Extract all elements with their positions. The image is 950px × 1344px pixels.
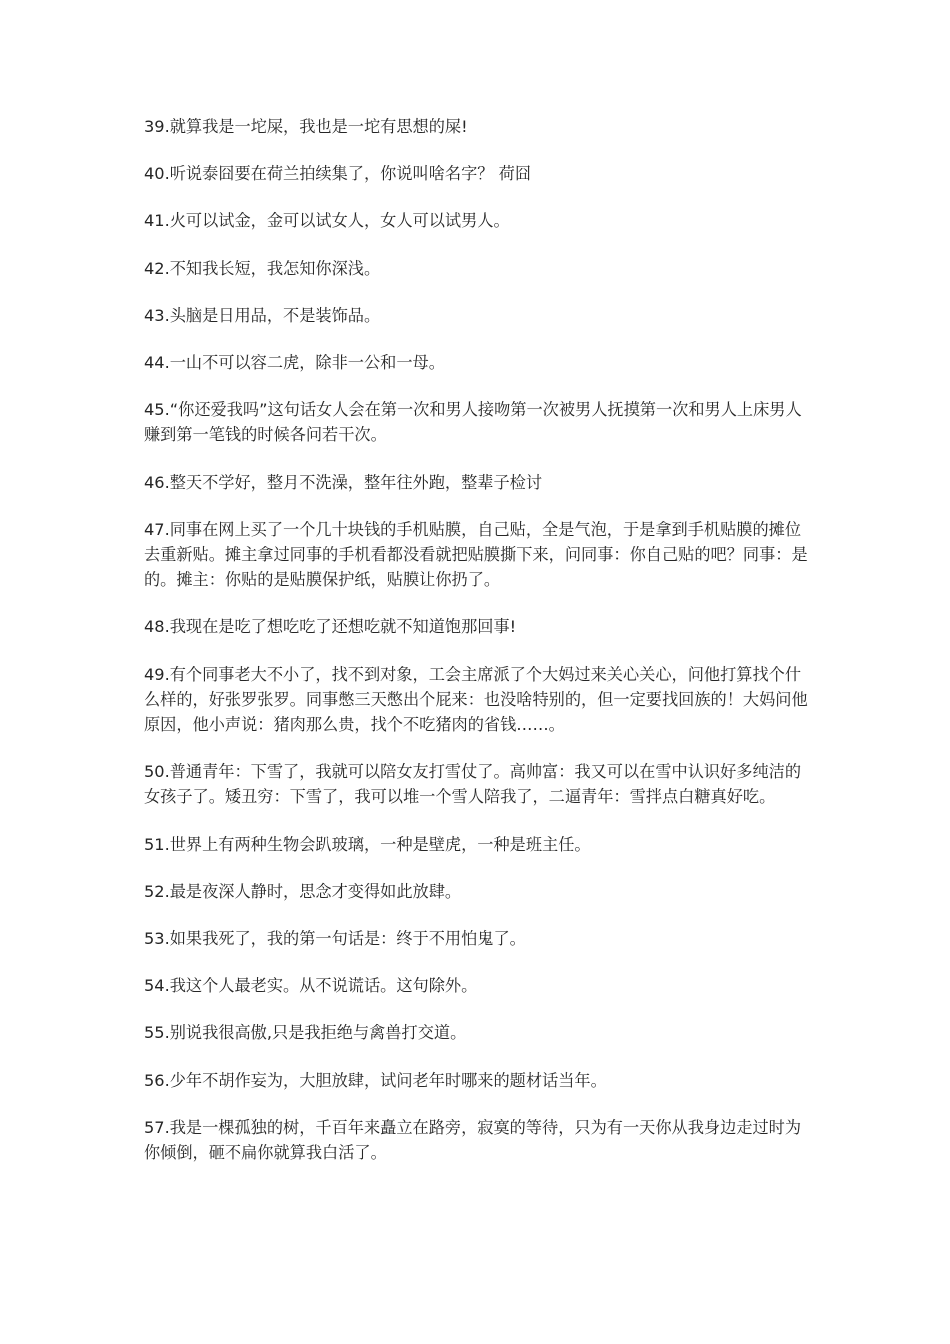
paragraph-57: 57.我是一棵孤独的树，千百年来矗立在路旁，寂寞的等待，只为有一天你从我身边走过时为你倾倒，砸不扁你就算我白活了。: [144, 1117, 802, 1163]
paragraph-54: 54.我这个人最老实。从不说谎话。这句除外。: [144, 976, 478, 996]
paragraph-45: 45.“你还爱我吗”这句话女人会在第一次和男人接吻第一次被男人抚摸第一次和男人上床男人赚到第一笔钱的时候各问若干次。: [144, 400, 802, 445]
paragraph-41: 41.火可以试金，金可以试女人，女人可以试男人。: [144, 211, 510, 231]
paragraph-50: 50.普通青年：下雪了，我就可以陪女友打雪仗了。高帅富：我又可以在雪中认识好多纯洁的女孩子了。矮丑穷：下雪了，我可以堆一个雪人陪我了，二逼青年：雪拌点白糖真好吃。: [144, 762, 802, 807]
paragraph-52: 52.最是夜深人静时，思念才变得如此放肆。: [144, 881, 462, 901]
paragraph-49: 49.有个同事老大不小了，找不到对象，工会主席派了个大妈过来关心关心，问他打算找个什么样的，好张罗张罗。同事憋三天憋出个屁来：也没啥特别的，但一定要找回族的！大妈问他原因，他小声说：猪肉那么贵，找个不吃猪肉的省钱……。: [144, 664, 808, 735]
paragraph-56: 56.少年不胡作妄为，大胆放肆，试问老年时哪来的题材话当年。: [144, 1070, 607, 1090]
paragraph-47: 47.同事在网上买了一个几十块钱的手机贴膜，自己贴，全是气泡，于是拿到手机贴膜的摊位去重新贴。摊主拿过同事的手机看都没看就把贴膜撕下来，问同事：你自己贴的吧？同事：是的。摊主：你贴的是贴膜保护纸，贴膜让你扔了。: [144, 519, 808, 590]
paragraph-55: 55.别说我很高傲,只是我拒绝与禽兽打交道。: [144, 1023, 467, 1043]
paragraph-48: 48.我现在是吃了想吃吃了还想吃就不知道饱那回事!: [144, 617, 517, 637]
paragraph-39: 39.就算我是一坨屎，我也是一坨有思想的屎!: [144, 117, 468, 136]
paragraph-51: 51.世界上有两种生物会趴玻璃，一种是壁虎，一种是班主任。: [144, 834, 591, 854]
paragraph-46: 46.整天不学好，整月不洗澡，整年往外跑，整辈子检讨: [144, 472, 543, 492]
document-body: [144, 114, 812, 1187]
paragraph-44: 44.一山不可以容二虎，除非一公和一母。: [144, 353, 445, 373]
paragraph-43: 43.头脑是日用品，不是装饰品。: [144, 305, 381, 325]
paragraph-40: 40.听说泰囧要在荷兰拍续集了，你说叫啥名字？ 荷囧: [144, 164, 532, 184]
paragraph-53: 53.如果我死了，我的第一句话是：终于不用怕鬼了。: [144, 929, 526, 949]
paragraph-42: 42.不知我长短，我怎知你深浅。: [144, 258, 381, 278]
